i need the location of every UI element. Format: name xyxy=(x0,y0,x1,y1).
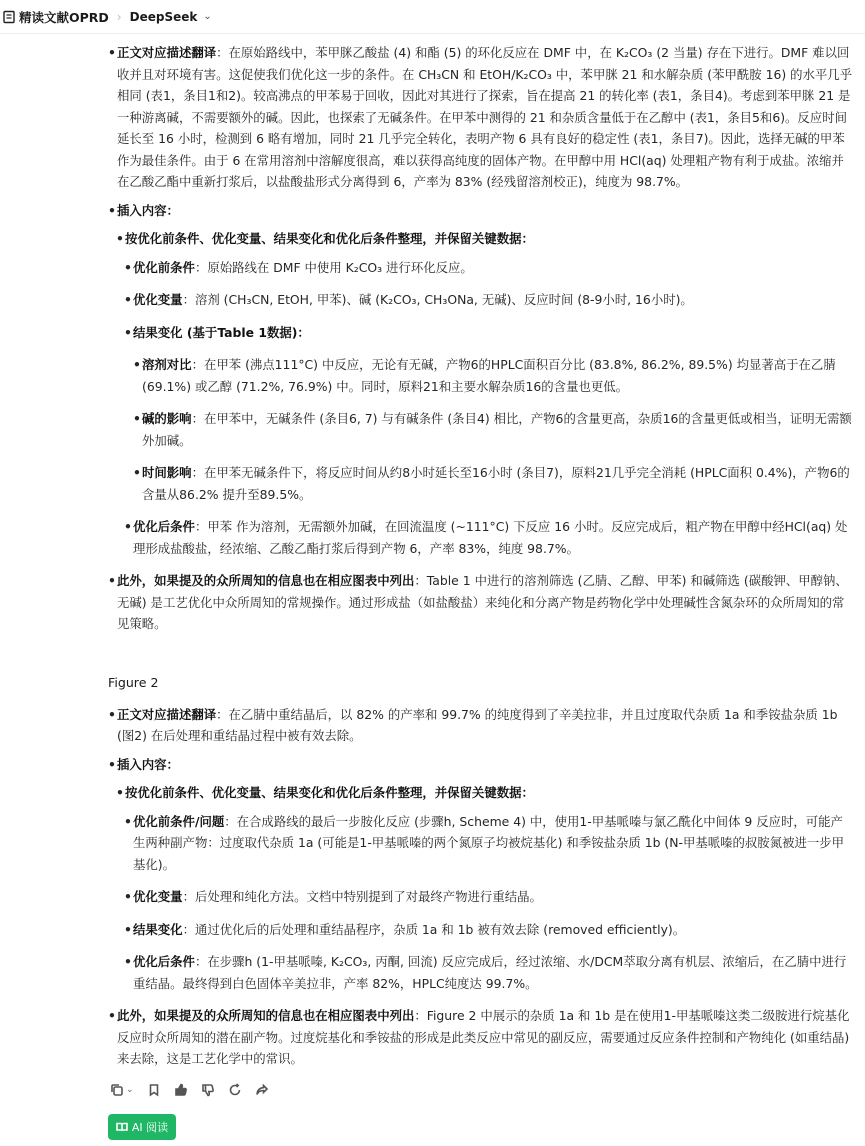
after-label: 优化后条件 xyxy=(133,519,195,534)
chevron-down-icon[interactable]: ⌄ xyxy=(203,11,212,22)
chevron-down-icon[interactable]: ⌄ xyxy=(126,1084,134,1095)
before-text: ：在合成路线的最后一步胺化反应 (步骤h, Scheme 4) 中，使用1-甲基哌嗪与氯乙酰化中间体 9 反应时，可能产生两种副产物：过度取代杂质 1a (可能是1-甲基哌嗪的两个氮原子均被烷基化) 和季铵盐杂质 1b (N-甲基哌嗪的叔胺氮被进一步甲基化)。 xyxy=(133,813,845,872)
after-item xyxy=(108,951,855,994)
document-icon xyxy=(2,10,16,24)
translation-label: 正文对应描述翻译 xyxy=(117,45,217,60)
results-item xyxy=(108,322,855,344)
app-name[interactable]: DeepSeek xyxy=(129,9,198,24)
results-label: 结果变化 xyxy=(133,921,183,937)
ai-read-button[interactable] xyxy=(108,1114,176,1140)
ai-read-label: AI 阅读 xyxy=(131,1120,169,1134)
variables-label: 优化变量 xyxy=(133,292,183,307)
organize-item xyxy=(108,228,855,250)
after-item xyxy=(108,516,855,559)
variables-item xyxy=(108,289,855,311)
translation-text: ：在乙腈中重结晶后，以 82% 的产率和 99.7% 的纯度得到了辛美拉非，并且过度取代杂质 1a 和季铵盐杂质 1b (图2) 在后处理和重结晶过程中被有效去除。 xyxy=(117,706,838,743)
regenerate-icon[interactable] xyxy=(228,1083,242,1097)
insert-label: 插入内容： xyxy=(117,202,179,218)
thumbs-up-icon[interactable] xyxy=(174,1083,188,1097)
top-bar xyxy=(0,0,865,34)
before-item xyxy=(108,257,855,279)
time-item xyxy=(108,462,855,505)
solvent-item xyxy=(108,354,855,397)
thumbs-down-icon[interactable] xyxy=(201,1083,215,1097)
variables-text: ：溶剂 (CH₃CN, EtOH, 甲苯)、碱 (K₂CO₃, CH₃ONa, 无碱)、反应时间 (8-9小时, 16小时)。 xyxy=(182,292,693,307)
before-item xyxy=(108,811,855,876)
chat-response xyxy=(0,34,865,1140)
solvent-label: 溶剂对比 xyxy=(142,357,192,372)
after-label: 优化后条件 xyxy=(133,954,195,969)
insert-item xyxy=(108,200,855,222)
organize-item xyxy=(108,782,855,804)
translation-item xyxy=(108,704,855,747)
insert-item xyxy=(108,754,855,776)
base-item xyxy=(108,408,855,451)
translation-item xyxy=(108,42,855,193)
section-1 xyxy=(108,42,855,635)
translation-label: 正文对应描述翻译 xyxy=(117,706,217,722)
base-text: ：在甲苯中，无碱条件 (条目6, 7) 与有碱条件 (条目4) 相比，产物6的含量更高，杂质16的含量更低或相当，证明无需额外加碱。 xyxy=(142,411,852,448)
common-text: ：Figure 2 中展示的杂质 1a 和 1b 是在使用1-甲基哌嗪这类二级胺进行烷基化反应时众所周知的潜在副产物。过度烷基化和季铵盐的形成是此类反应中常见的副反应，需要通过反应条件控制和产物纯化 (如重结晶) 来去除，这是工艺化学中的常识。 xyxy=(117,1008,850,1066)
variables-item xyxy=(108,886,855,908)
figure-heading: Figure 2 xyxy=(108,674,159,690)
book-icon xyxy=(116,1121,128,1133)
results-label: 结果变化 (基于Table 1数据)： xyxy=(133,324,310,340)
variables-text: ：后处理和纯化方法。文档中特别提到了对最终产物进行重结晶。 xyxy=(182,889,542,904)
copy-icon[interactable] xyxy=(110,1083,124,1097)
before-label: 优化前条件/问题 xyxy=(133,813,225,829)
before-text: ：原始路线在 DMF 中使用 K₂CO₃ 进行环化反应。 xyxy=(194,259,473,275)
common-text: ：Table 1 中进行的溶剂筛选 (乙腈、乙醇、甲苯) 和碱筛选 (碳酸钾、甲醇钠、无碱) 是工艺优化中众所周知的常规操作。通过形成盐（如盐酸盐）来纯化和分离产物是药物化学中处理碱性含氮杂环的众所周知的常见策略。 xyxy=(117,573,848,631)
common-label: 此外，如果提及的众所周知的信息也在相应图表中列出 xyxy=(117,573,415,588)
message-actions xyxy=(108,1080,855,1100)
common-item xyxy=(108,1005,855,1070)
common-item xyxy=(108,570,855,635)
after-text: ：在步骤h (1-甲基哌嗪, K₂CO₃, 丙酮, 回流) 反应完成后，经过浓缩、水/DCM萃取分离有机层、浓缩后，在乙腈中进行重结晶。最终得到白色固体辛美拉非，产率 82%，HPLC纯度达 99.7%。 xyxy=(133,954,847,991)
time-label: 时间影响 xyxy=(142,465,192,480)
breadcrumb-separator: › xyxy=(116,9,122,24)
organize-label: 按优化前条件、优化变量、结果变化和优化后条件整理，并保留关键数据： xyxy=(125,785,534,800)
solvent-text: ：在甲苯 (沸点111°C) 中反应，无论有无碱，产物6的HPLC面积百分比 (83.8%, 86.2%, 89.5%) 均显著高于在乙腈 (69.1%) 或乙醇 (71.2%, 76.9%) 中。同时，原料21和主要水解杂质16的含量也更低。 xyxy=(142,357,836,394)
before-label: 优化前条件 xyxy=(133,259,195,275)
after-text: ：甲苯 作为溶剂，无需额外加碱，在回流温度 (~111°C) 下反应 16 小时。反应完成后，粗产物在甲醇中经HCl(aq) 处理形成盐酸盐，经浓缩、乙酸乙酯打浆后得到产物 6，产率 83%，纯度 98.7%。 xyxy=(133,519,848,556)
translation-text: ：在原始路线中，苯甲脒乙酸盐 (4) 和酯 (5) 的环化反应在 DMF 中，在 K₂CO₃ (2 当量) 存在下进行。DMF 难以回收并且对环境有害。这促使我们优化这一步的条件。在 CH₃CN 和 EtOH/K₂CO₃ 中，苯甲脒 21 和水解杂质 (苯甲酰胺 16) 的水平几乎相同 (表1，条目1和2)。较高沸点的甲苯易于回收，因此对其进行了探索，旨在提高 21 的转化率 (表1，条目4)。考虑到苯甲脒 21 是一种游离碱，不需要额外的碱。因此，也探索了无碱条件。在甲苯中测得的 21 和杂质含量低于在乙醇中 (表1，条目5和6)。反应时间延长至 16 小时，检测到 6 略有增加，同时 21 几乎完全转化，表明产物 6 具有良好的稳定性 (表1，条目7)。因此，选择无碱的甲苯作为最佳条件。由于 6 在常用溶剂中溶解度很高，难以获得高纯度的固体产物。在甲醇中用 HCl(aq) 处理粗产物有利于成盐。浓缩并在乙酸乙酯中重新打浆后，以盐酸盐形式分离得到 6，产率为 83% (经残留溶剂校正)，纯度为 98.7%。 xyxy=(117,45,853,189)
insert-label: 插入内容： xyxy=(117,756,179,772)
results-item xyxy=(108,919,855,941)
organize-label: 按优化前条件、优化变量、结果变化和优化后条件整理，并保留关键数据： xyxy=(125,231,534,246)
common-label: 此外，如果提及的众所周知的信息也在相应图表中列出 xyxy=(117,1008,415,1023)
share-icon[interactable] xyxy=(255,1083,269,1097)
doc-title[interactable]: 精读文献OPRD xyxy=(19,9,109,25)
results-text: ：通过优化后的后处理和重结晶程序，杂质 1a 和 1b 被有效去除 (removed efficiently)。 xyxy=(182,921,686,937)
bookmark-icon[interactable] xyxy=(147,1083,161,1097)
section-2 xyxy=(108,704,855,1070)
variables-label: 优化变量 xyxy=(133,889,183,904)
time-text: ：在甲苯无碱条件下，将反应时间从约8小时延长至16小时 (条目7)，原料21几乎完全消耗 (HPLC面积 0.4%)，产物6的含量从86.2% 提升至89.5%。 xyxy=(142,465,850,502)
base-label: 碱的影响 xyxy=(142,411,192,426)
